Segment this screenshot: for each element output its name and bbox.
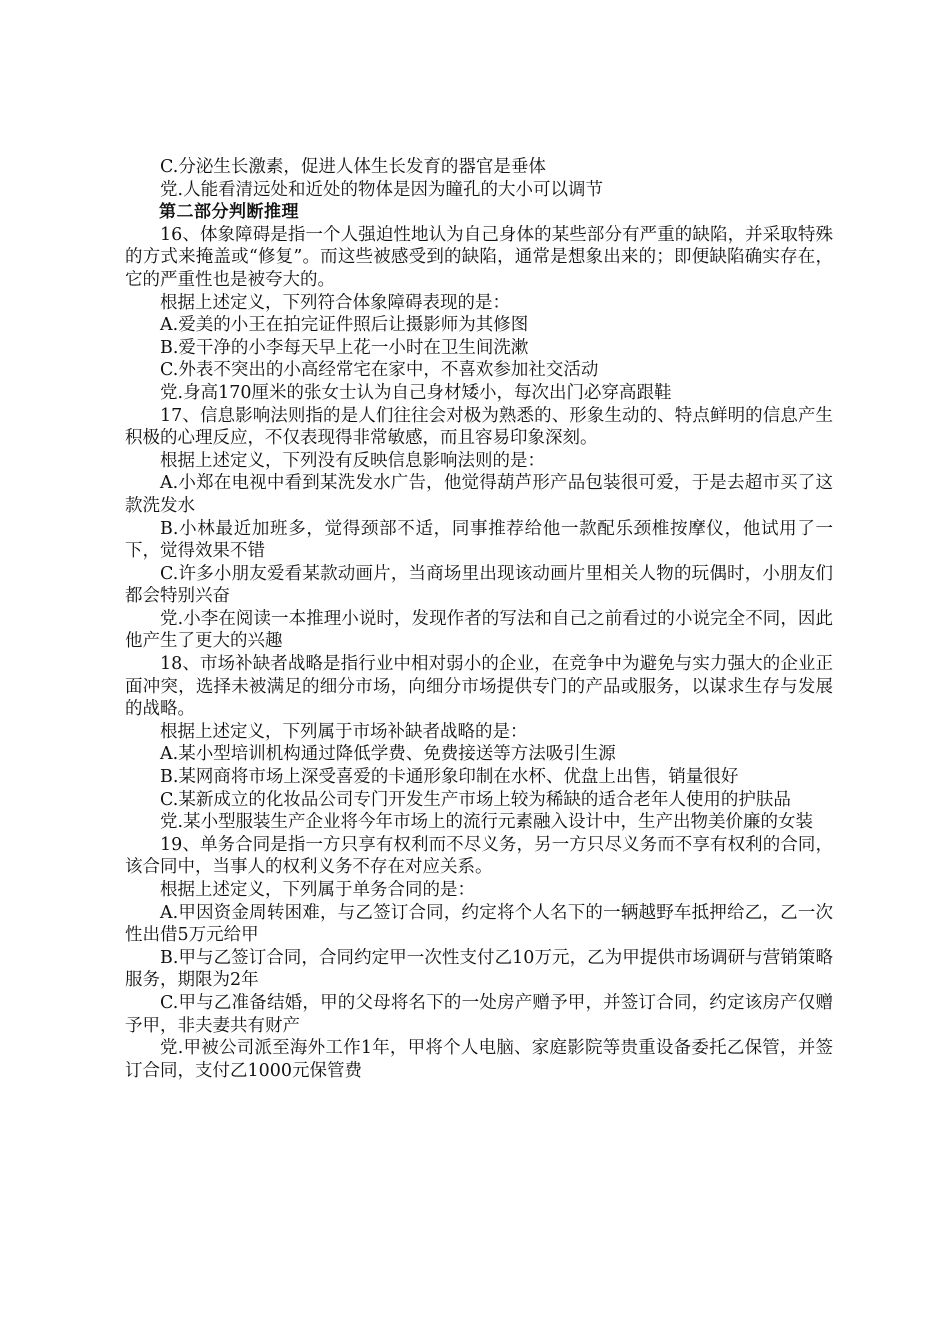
question-19-stem: 根据上述定义，下列属于单务合同的是：: [160, 880, 475, 900]
question-18-stem: 根据上述定义，下列属于市场补缺者战略的是：: [160, 721, 528, 742]
question-18-option-a: A.某小型培训机构通过降低学费、免费接送等方法吸引生源: [160, 744, 616, 765]
question-16-option-c: C.外表不突出的小高经常宅在家中，不喜欢参加社交活动: [160, 360, 599, 381]
question-18-text: 18、市场补缺者战略是指行业中相对弱小的企业，在竞争中为避免与实力强大的企业正面冲突，选择未被满足的细分市场，向细分市场提供专门的产品或服务，以谋求生存与发展的战略。: [125, 654, 833, 720]
section-heading: 第二部分判断推理: [159, 202, 299, 223]
option-c-line: C.分泌生长激素，促进人体生长发育的器官是垂体: [160, 157, 546, 177]
question-17-option-c: C.许多小朋友爱看某款动画片，当商场里出现该动画片里相关人物的玩偶时，小朋友们都会特别兴奋: [125, 563, 833, 607]
question-17-option-b: B.小林最近加班多，觉得颈部不适，同事推荐给他一款配乐颈椎按摩仪，他试用了一下，觉得效果不错: [125, 518, 833, 562]
question-19-option-c: C.甲与乙准备结婚，甲的父母将名下的一处房产赠予甲，并签订合同，约定该房产仅赠予甲，非夫妻共有财产: [125, 992, 833, 1036]
question-16-option-a: A.爱美的小王在拍完证件照后让摄影师为其修图: [160, 315, 529, 336]
option-d-line: 党.人能看清远处和近处的物体是因为瞳孔的大小可以调节: [160, 179, 604, 200]
question-16-text: 16、体象障碍是指一个人强迫性地认为自己身体的某些部分有严重的缺陷，并采取特殊的方式来掩盖或“修复”。而这些被感受到的缺陷，通常是想象出来的；即便缺陷确实存在，它的严重性也是被夸大的。: [125, 224, 833, 290]
question-17-text: 17、信息影响法则指的是人们往往会对极为熟悉的、形象生动的、特点鲜明的信息产生积极的心理反应，不仅表现得非常敏感，而且容易印象深刻。: [125, 405, 833, 449]
question-18-option-b: B.某网商将市场上深受喜爱的卡通形象印制在水杯、优盘上出售，销量很好: [160, 767, 739, 788]
question-17-option-d: 党.小李在阅读一本推理小说时，发现作者的写法和自己之前看过的小说完全不同，因此他产生了更大的兴趣: [125, 608, 833, 652]
question-19-option-a: A.甲因资金周转困难，与乙签订合同，约定将个人名下的一辆越野车抵押给乙，乙一次性出借5万元给甲: [125, 902, 833, 946]
question-16-option-b: B.爱干净的小李每天早上花一小时在卫生间洗漱: [160, 337, 529, 358]
question-19-text: 19、单务合同是指一方只享有权利而不尽义务，另一方只尽义务而不享有权利的合同，该合同中，当事人的权利义务不存在对应关系。: [125, 834, 833, 878]
question-16-option-d: 党.身高170厘米的张女士认为自己身材矮小，每次出门必穿高跟鞋: [160, 382, 672, 403]
question-17-stem: 根据上述定义，下列没有反映信息影响法则的是：: [160, 450, 545, 471]
question-17-option-a: A.小郑在电视中看到某洗发水广告，他觉得葫芦形产品包装很可爱，于是去超市买了这款洗发水: [125, 473, 833, 516]
question-16-stem: 根据上述定义，下列符合体象障碍表现的是：: [160, 292, 510, 313]
document-page: [125, 156, 833, 1082]
question-19-option-b: B.甲与乙签订合同，合同约定甲一次性支付乙10万元，乙为甲提供市场调研与营销策略服务，期限为2年: [125, 947, 833, 991]
question-18-option-d: 党.某小型服装生产企业将今年市场上的流行元素融入设计中，生产出物美价廉的女装: [160, 812, 814, 833]
question-18-option-c: C.某新成立的化妆品公司专门开发生产市场上较为稀缺的适合老年人使用的护肤品: [160, 789, 791, 810]
question-19-option-d: 党.甲被公司派至海外工作1年，甲将个人电脑、家庭影院等贵重设备委托乙保管，并签订合同，支付乙1000元保管费: [125, 1038, 833, 1081]
